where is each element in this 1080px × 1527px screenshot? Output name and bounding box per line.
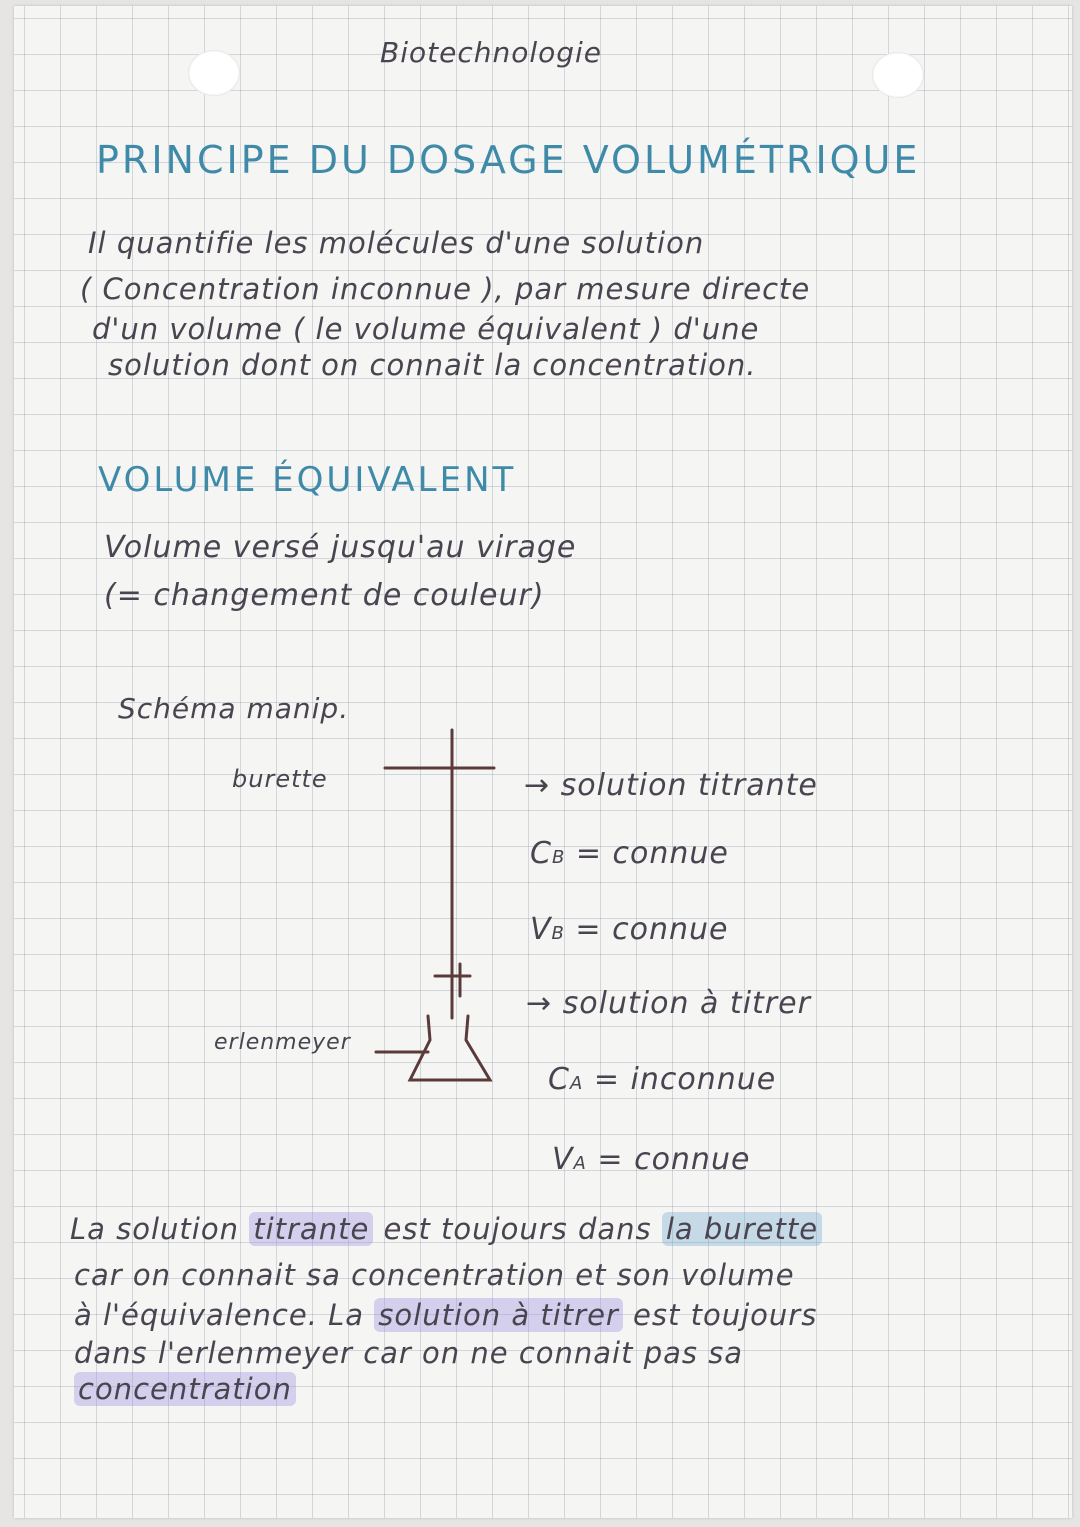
conclusion-line-2: car on connait sa concentration et son volume [74, 1258, 795, 1292]
conclusion-line-4: dans l'erlenmeyer car on ne connait pas sa [74, 1336, 744, 1370]
definition-line-1: Volume versé jusqu'au virage [104, 530, 577, 565]
burette-var-vb: VB = connue [530, 912, 729, 947]
binder-hole-right [872, 52, 924, 98]
heading-principe: PRINCIPE DU DOSAGE VOLUMÉTRIQUE [96, 138, 921, 182]
highlight-solution-a-titrer: solution à titrer [374, 1298, 623, 1332]
flask-var-va: VA = connue [552, 1142, 751, 1177]
highlight-burette: la burette [662, 1212, 822, 1246]
highlight-titrante: titrante [249, 1212, 373, 1246]
highlight-concentration: concentration [74, 1372, 296, 1406]
page-top-title: Biotechnologie [380, 36, 603, 69]
erlenmeyer-label: erlenmeyer [214, 1030, 351, 1055]
analyte-label: → solution à titrer [526, 986, 811, 1021]
binder-hole-left [188, 50, 240, 96]
titrant-label: → solution titrante [524, 768, 818, 803]
schema-title: Schéma manip. [118, 692, 350, 725]
definition-line-2: (= changement de couleur) [104, 578, 545, 613]
heading-volume-equivalent: VOLUME ÉQUIVALENT [98, 460, 517, 500]
burette-label: burette [232, 765, 328, 793]
conclusion-line-5 [74, 1372, 296, 1406]
intro-line-2: ( Concentration inconnue ), par mesure directe [80, 272, 811, 306]
intro-line-4: solution dont on connait la concentration. [108, 348, 757, 382]
burette-var-cb: CB = connue [530, 836, 729, 871]
intro-line-1: Il quantifie les molécules d'une solution [88, 226, 705, 260]
intro-line-3: d'un volume ( le volume équivalent ) d'une [92, 312, 760, 346]
conclusion-line-1: La solution titrante est toujours dans la burette [70, 1212, 822, 1246]
flask-var-ca: CA = inconnue [548, 1062, 777, 1097]
conclusion-line-3: à l'équivalence. La solution à titrer est toujours [74, 1298, 818, 1332]
